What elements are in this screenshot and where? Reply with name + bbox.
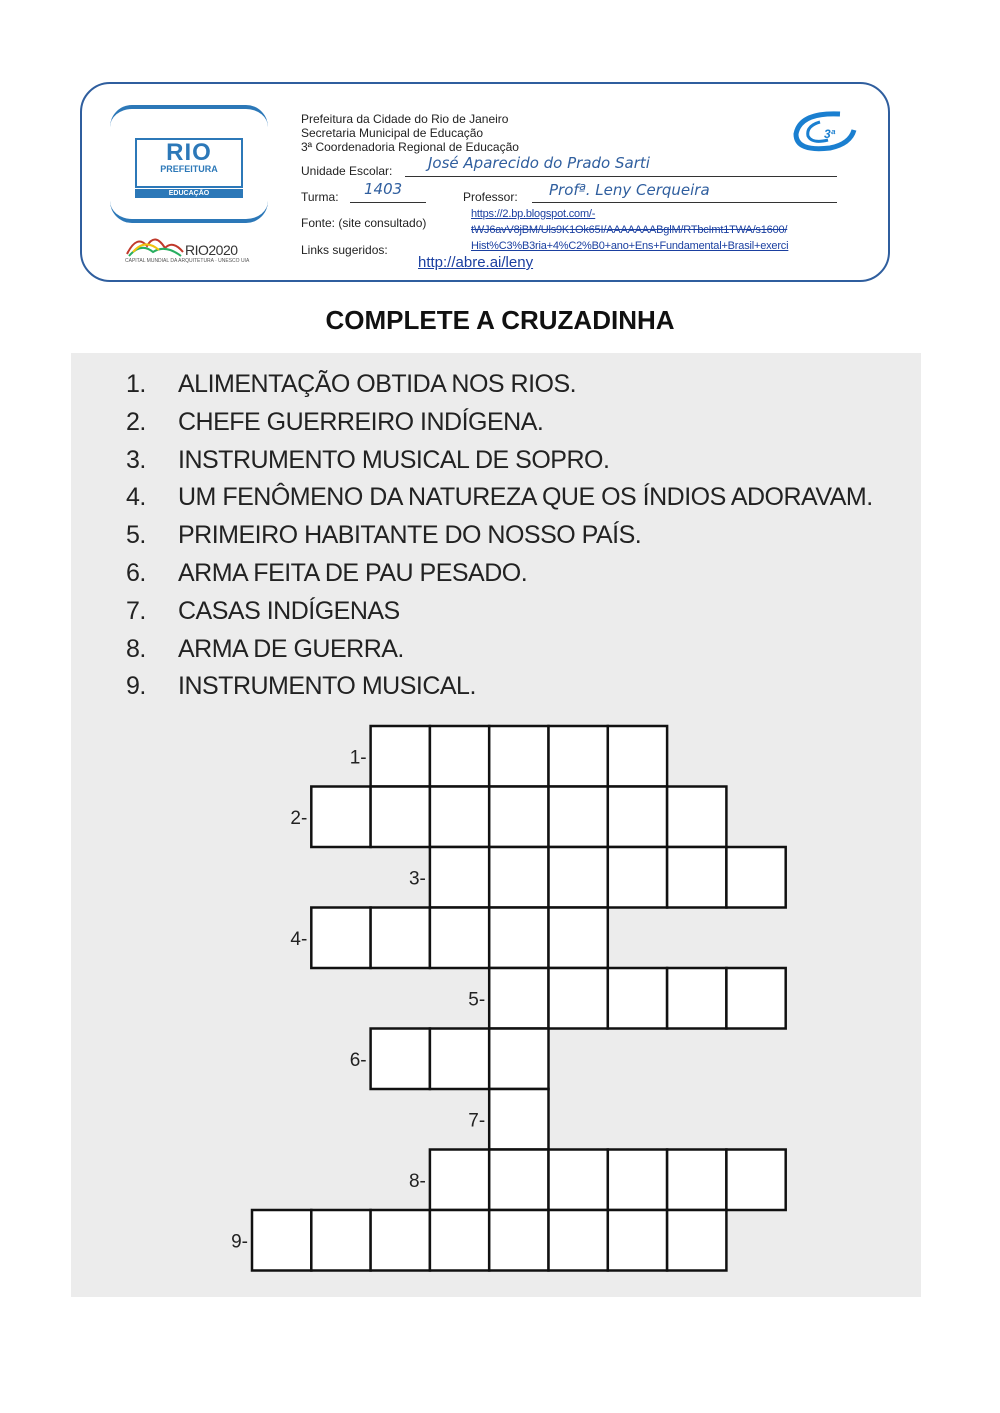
crossword-cell[interactable] [726, 1150, 785, 1211]
crossword-cell[interactable] [549, 726, 608, 787]
header-line-coordenadoria: 3ª Coordenadoria Regional de Educação [301, 140, 519, 154]
crossword-cell[interactable] [489, 908, 548, 969]
crossword-row-label: 2- [290, 807, 308, 829]
crossword-cell[interactable] [371, 787, 430, 848]
unidade-value: José Aparecido do Prado Sarti [428, 154, 650, 172]
clue-number: 9. [126, 672, 146, 701]
crossword-row-label: 4- [290, 928, 308, 950]
clue-number: 5. [126, 521, 146, 550]
fonte-link-line-2[interactable]: tWJ6avV8jBM/Uls9K1Ok65I/AAAAAAABglM/RTbcImt1TWA/s1600/ [471, 224, 788, 236]
crossword-cell[interactable] [489, 1089, 548, 1150]
crossword-cell[interactable] [489, 1210, 548, 1271]
page-title: COMPLETE A CRUZADINHA [325, 305, 675, 335]
crossword-cell[interactable] [430, 787, 489, 848]
rio2020-text: RIO2020 [185, 242, 238, 258]
fonte-link-line-3[interactable]: Hist%C3%B3ria+4%C2%B0+ano+Ens+Fundamental+Brasil+exerci [471, 240, 789, 252]
crossword-cell[interactable] [608, 726, 667, 787]
clue-text: ARMA DE GUERRA. [178, 634, 404, 663]
suggested-link[interactable]: http://abre.ai/leny [418, 254, 534, 271]
clue-number: 7. [126, 596, 146, 625]
header-line-prefeitura: Prefeitura da Cidade do Rio de Janeiro [301, 112, 509, 126]
crossword-cell[interactable] [667, 1210, 726, 1271]
crossword-cell[interactable] [667, 787, 726, 848]
crossword-cell[interactable] [311, 1210, 370, 1271]
crossword-row-label: 5- [468, 989, 486, 1011]
cre-logo-text: 3ª [824, 127, 836, 141]
crossword-cell[interactable] [430, 847, 489, 908]
clue-number: 1. [126, 370, 146, 398]
crossword-cell[interactable] [726, 968, 785, 1029]
clue-text: CASAS INDÍGENAS [178, 596, 400, 625]
crossword-row-label: 1- [349, 747, 367, 769]
crossword-row-label: 7- [468, 1110, 486, 1132]
crossword-cell[interactable] [489, 1150, 548, 1211]
clue-text: CHEFE GUERREIRO INDÍGENA. [178, 407, 544, 436]
crossword-cell[interactable] [608, 787, 667, 848]
rio2020-subtext: CAPITAL MUNDIAL DA ARQUITETURA · UNESCO UIA [125, 258, 250, 264]
crossword-cell[interactable] [726, 847, 785, 908]
professor-label: Professor: [463, 190, 518, 204]
crossword-row-label: 8- [408, 1170, 426, 1192]
professor-value: Profª. Leny Cerqueira [549, 181, 710, 199]
clue-text: PRIMEIRO HABITANTE DO NOSSO PAÍS. [178, 521, 642, 550]
crossword-cell[interactable] [489, 787, 548, 848]
clue-number: 4. [126, 483, 146, 512]
clue-number: 6. [126, 559, 146, 587]
crossword-cell[interactable] [371, 908, 430, 969]
crossword-cell[interactable] [489, 968, 548, 1029]
crossword-cell[interactable] [371, 1029, 430, 1090]
crossword-cell[interactable] [667, 1150, 726, 1211]
crossword-cell[interactable] [489, 1029, 548, 1090]
clue-text: UM FENÔMENO DA NATUREZA QUE OS ÍNDIOS ADORAVAM. [178, 483, 873, 512]
crossword-row-label: 9- [231, 1231, 248, 1253]
crossword-cell[interactable] [549, 787, 608, 848]
crossword-cell[interactable] [549, 847, 608, 908]
clue-text: ALIMENTAÇÃO OBTIDA NOS RIOS. [178, 370, 577, 398]
turma-value: 1403 [364, 180, 403, 198]
crossword-cell[interactable] [549, 908, 608, 969]
crossword-cell[interactable] [549, 1150, 608, 1211]
logo-educacao-text: EDUCAÇÃO [135, 189, 243, 198]
crossword-cell[interactable] [667, 968, 726, 1029]
links-label: Links sugeridos: [301, 243, 388, 257]
clue-number: 8. [126, 634, 146, 663]
crossword-row-label: 6- [349, 1049, 367, 1071]
crossword-cell[interactable] [430, 726, 489, 787]
fonte-label: Fonte: (site consultado) [301, 216, 427, 230]
crossword-cell[interactable] [549, 1210, 608, 1271]
crossword-cell[interactable] [430, 908, 489, 969]
clue-text: INSTRUMENTO MUSICAL. [178, 672, 476, 701]
crossword-cell[interactable] [608, 1210, 667, 1271]
crossword-cell[interactable] [608, 968, 667, 1029]
crossword-cell[interactable] [489, 847, 548, 908]
crossword-cell[interactable] [430, 1150, 489, 1211]
crossword-row-label: 3- [408, 868, 426, 890]
clue-text: INSTRUMENTO MUSICAL DE SOPRO. [178, 445, 610, 474]
fonte-link-line-1[interactable]: https://2.bp.blogspot.com/- [471, 208, 596, 220]
crossword-cell[interactable] [430, 1029, 489, 1090]
crossword-cell[interactable] [489, 726, 548, 787]
crossword-cell[interactable] [667, 847, 726, 908]
crossword-cell[interactable] [252, 1210, 311, 1271]
logo-rio-text: RIO [166, 139, 212, 166]
crossword-cell[interactable] [311, 787, 370, 848]
unidade-label: Unidade Escolar: [301, 164, 393, 178]
crossword-cell[interactable] [430, 1210, 489, 1271]
crossword-cell[interactable] [371, 726, 430, 787]
clue-number: 3. [126, 445, 146, 474]
crossword-cell[interactable] [371, 1210, 430, 1271]
crossword-cell[interactable] [608, 847, 667, 908]
logo-prefeitura-text: PREFEITURA [160, 164, 218, 174]
crossword-cell[interactable] [311, 908, 370, 969]
clue-number: 2. [126, 407, 146, 436]
clue-text: ARMA FEITA DE PAU PESADO. [178, 559, 528, 587]
turma-label: Turma: [301, 190, 339, 204]
header-line-secretaria: Secretaria Municipal de Educação [301, 126, 484, 140]
crossword-cell[interactable] [549, 968, 608, 1029]
crossword-cell[interactable] [608, 1150, 667, 1211]
